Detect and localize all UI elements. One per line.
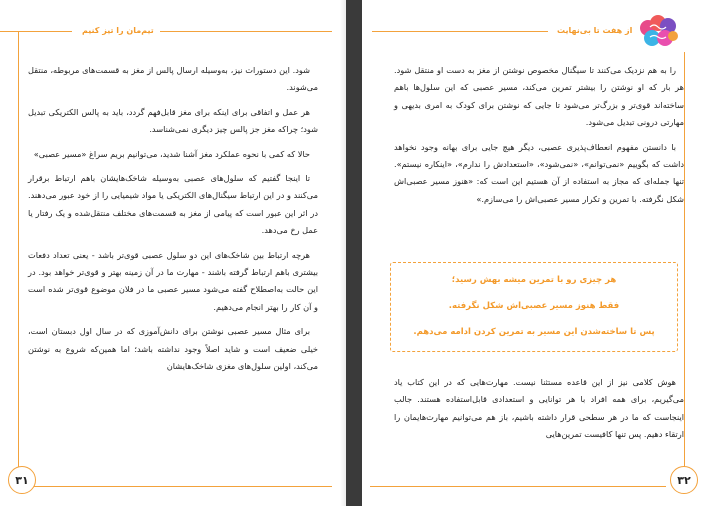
footer-rule — [34, 486, 332, 487]
paragraph: را به هم نزدیک می‌کنند تا سیگنال مخصوص نوشتن از مغز به دست او منتقل شود. هر بار که او نوشتن را بیشتر تمرین می‌کند، مسیر عصبی که این سلول‌ها باهم ساخته‌اند قوی‌تر و بزرگ‌تر می‌شود تا جایی که نوشتن برای کودک به امری بدیهی و مهارتی درونی تبدیل می‌شود. — [394, 65, 684, 128]
colorful-brain-icon — [638, 14, 680, 50]
right-page — [362, 0, 704, 506]
body-text-top — [394, 62, 684, 215]
paragraph: شود. این دستورات نیز، به‌وسیله ارسال پالس از مغز به قسمت‌های مربوطه، منتقل می‌شوند. — [28, 65, 318, 93]
paragraph: هرچه ارتباط بین شاخک‌های این دو سلول عصبی قوی‌تر باشد - یعنی تعداد دفعات بیشتری باهم ارتباط گرفته باشند - مهارت ما در آن زمینه بهتر و قوی‌تر خواهد بود. در این حالت به‌اصطلاح گفته می‌شود مسیر عصبی ما در فلان موضوع قوی‌تر شده است و آن کار را بهتر انجام می‌دهیم. — [28, 249, 318, 312]
paragraph: هر عمل و اتفاقی برای اینکه برای مغز قابل‌فهم گردد، باید به پالس الکتریکی تبدیل شود؛ چراکه مغز جز پالس چیز دیگری نمی‌شناسد. — [28, 106, 318, 135]
page-number: ۳۲ — [670, 466, 698, 494]
header-rule — [372, 31, 548, 32]
running-header-title: از هفت تا بی‌نهایت — [557, 26, 633, 35]
running-header-title: تیم‌مان را تیز کنیم — [82, 26, 154, 35]
frame-edge — [684, 52, 685, 472]
page-number: ۳۱ — [8, 466, 36, 494]
paragraph: برای مثال مسیر عصبی نوشتن برای دانش‌آموزی که در سال اول دبستان است، خیلی ضعیف است و شاید اصلاً وجود نداشته باشد؛ اما همین‌که شروع به نوشتن می‌کند، اولین سلول‌های مغزی شاخک‌هایشان — [28, 326, 318, 372]
body-text — [28, 62, 318, 383]
body-text-bottom — [394, 374, 684, 451]
paragraph: هوش کلامی نیز از این قاعده مستثنا نیست. مهارت‌هایی که در این کتاب یاد می‌گیریم، برای همه افراد با هر توانایی و استعدادی قابل‌استفاده هستند. جالب اینجاست که ما در هر سطحی قرار داشته باشیم، باز هم می‌توانیم مهارت‌هایمان را ارتقاء دهیم. پس تنها کافیست تمرین‌هایی — [394, 377, 684, 440]
header-rule — [0, 31, 72, 32]
callout-line: هر چیزی رو با تمرین میشه بهش رسید؛ — [451, 275, 617, 285]
callout-line: پس تا ساخته‌شدن این مسیر به تمرین کردن ادامه می‌دهم. — [413, 327, 655, 337]
header-rule — [160, 31, 332, 32]
paragraph: حالا که کمی با نحوه عملکرد مغز آشنا شدید، می‌توانیم بریم سراغ «مسیر عصبی» — [33, 148, 310, 159]
paragraph: با دانستن مفهوم انعطاف‌پذیری عصبی، دیگر هیچ جایی برای بهانه وجود نخواهد داشت که بگوییم «نمی‌توانم»، «نمی‌شود»، «استعدادش را ندارم»، «اینکاره نیستم». تنها جمله‌ای که مجاز به استفاده از آن هستیم این است که: «هنوز مسیر عصبی‌اش شکل نگرفته. با تمرین و تکرار مسیر عصبی‌اش را می‌سازم.» — [394, 141, 684, 204]
footer-rule — [370, 486, 666, 487]
frame-edge — [18, 31, 19, 473]
left-page — [0, 0, 346, 506]
paragraph: تا اینجا گفتیم که سلول‌های عصبی به‌وسیله شاخک‌هایشان باهم ارتباط برقرار می‌کنند و در این ارتباط سیگنال‌های الکتریکی یا مواد شیمیایی را از خود عبور می‌دهند. در اثر این عبور است که پیامی از مغز به قسمت‌های مختلف منتقل‌شده و یک رفتار یا عمل رخ می‌دهد. — [28, 173, 318, 236]
callout-line: فقط هنوز مسیر عصبی‌اش شکل نگرفته. — [448, 301, 620, 311]
highlight-callout — [390, 262, 678, 352]
book-spine — [346, 0, 362, 506]
